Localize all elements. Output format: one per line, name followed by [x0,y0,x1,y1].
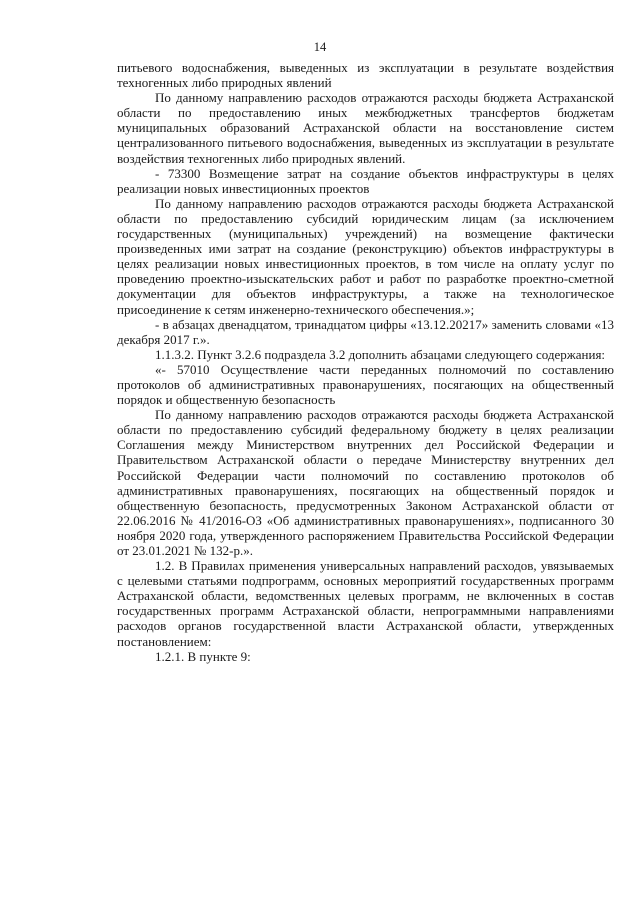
paragraph: 1.1.3.2. Пункт 3.2.6 подраздела 3.2 дополнить абзацами следующего содержания: [155,346,606,362]
paragraph: По данному направлению расходов отражаются расходы бюджета Астраханской области по предоставлению субсидий юридическим лицам (за исключением государственных (муниципальных) учреждений) на возмещение фактически произведенных ими затрат на создание (реконструкцию) объектов инфраструктуры в целях реализации новых инвестиционных проектов, в том числе на оплату услуг по проведению проектно-изыскательских работ и работ по разработке проектно-сметной документации для объектов инфраструктуры, а также на технологическое присоединение к сетям инженерно-технического обеспечения.»; [117,195,614,317]
paragraph: - 73300 Возмещение затрат на создание объектов инфраструктуры в целях реализации новых инвестиционных проектов [117,165,614,196]
paragraph: питьевого водоснабжения, выведенных из эксплуатации в результате воздействия техногенных либо природных явлений [117,60,614,91]
paragraph: 1.2. В Правилах применения универсальных направлений расходов, увязываемых с целевыми статьями подпрограмм, основных мероприятий государственных программ Астраханской области, ведомственных целевых программ, не включенных в состав государственных программ Астраханской области, непрограммными направлениями расходов органов государственной власти Астраханской области, утвержденных постановлением: [117,558,614,649]
paragraph: По данному направлению расходов отражаются расходы бюджета Астраханской области по предоставлению иных межбюджетных трансфертов бюджетам муниципальных образований Астраханской области на восстановление систем централизованного питьевого водоснабжения, выведенных из эксплуатации в результате воздействия техногенных либо природных явлений. [117,90,614,166]
paragraph: 1.2.1. В пункте 9: [155,648,251,664]
body-text [117,60,614,664]
paragraph: По данному направлению расходов отражаются расходы бюджета Астраханской области по предоставлению субсидий федеральному бюджету в целях реализации Соглашения между Министерством внутренних дел Российской Федерации и Правительством Астраханской области о передаче Министерству внутренних дел Российской Федерации части полномочий по составлению протоколов об административных правонарушениях, посягающих на общественный порядок и общественную безопасность, предусмотренных Законом Астраханской области от 22.06.2016 № 41/2016-ОЗ «Об административных правонарушениях», подписанного 30 ноября 2020 года, утвержденного распоряжением Правительства Российской Федерации от 23.01.2021 № 132-р.». [117,407,614,558]
page-number: 14 [313,40,327,54]
paragraph: «- 57010 Осуществление части переданных полномочий по составлению протоколов об административных правонарушениях, посягающих на общественный порядок и общественную безопасность [117,361,614,408]
paragraph: - в абзацах двенадцатом, тринадцатом цифры «13.12.20217» заменить словами «13 декабря 2017 г.». [117,316,614,347]
